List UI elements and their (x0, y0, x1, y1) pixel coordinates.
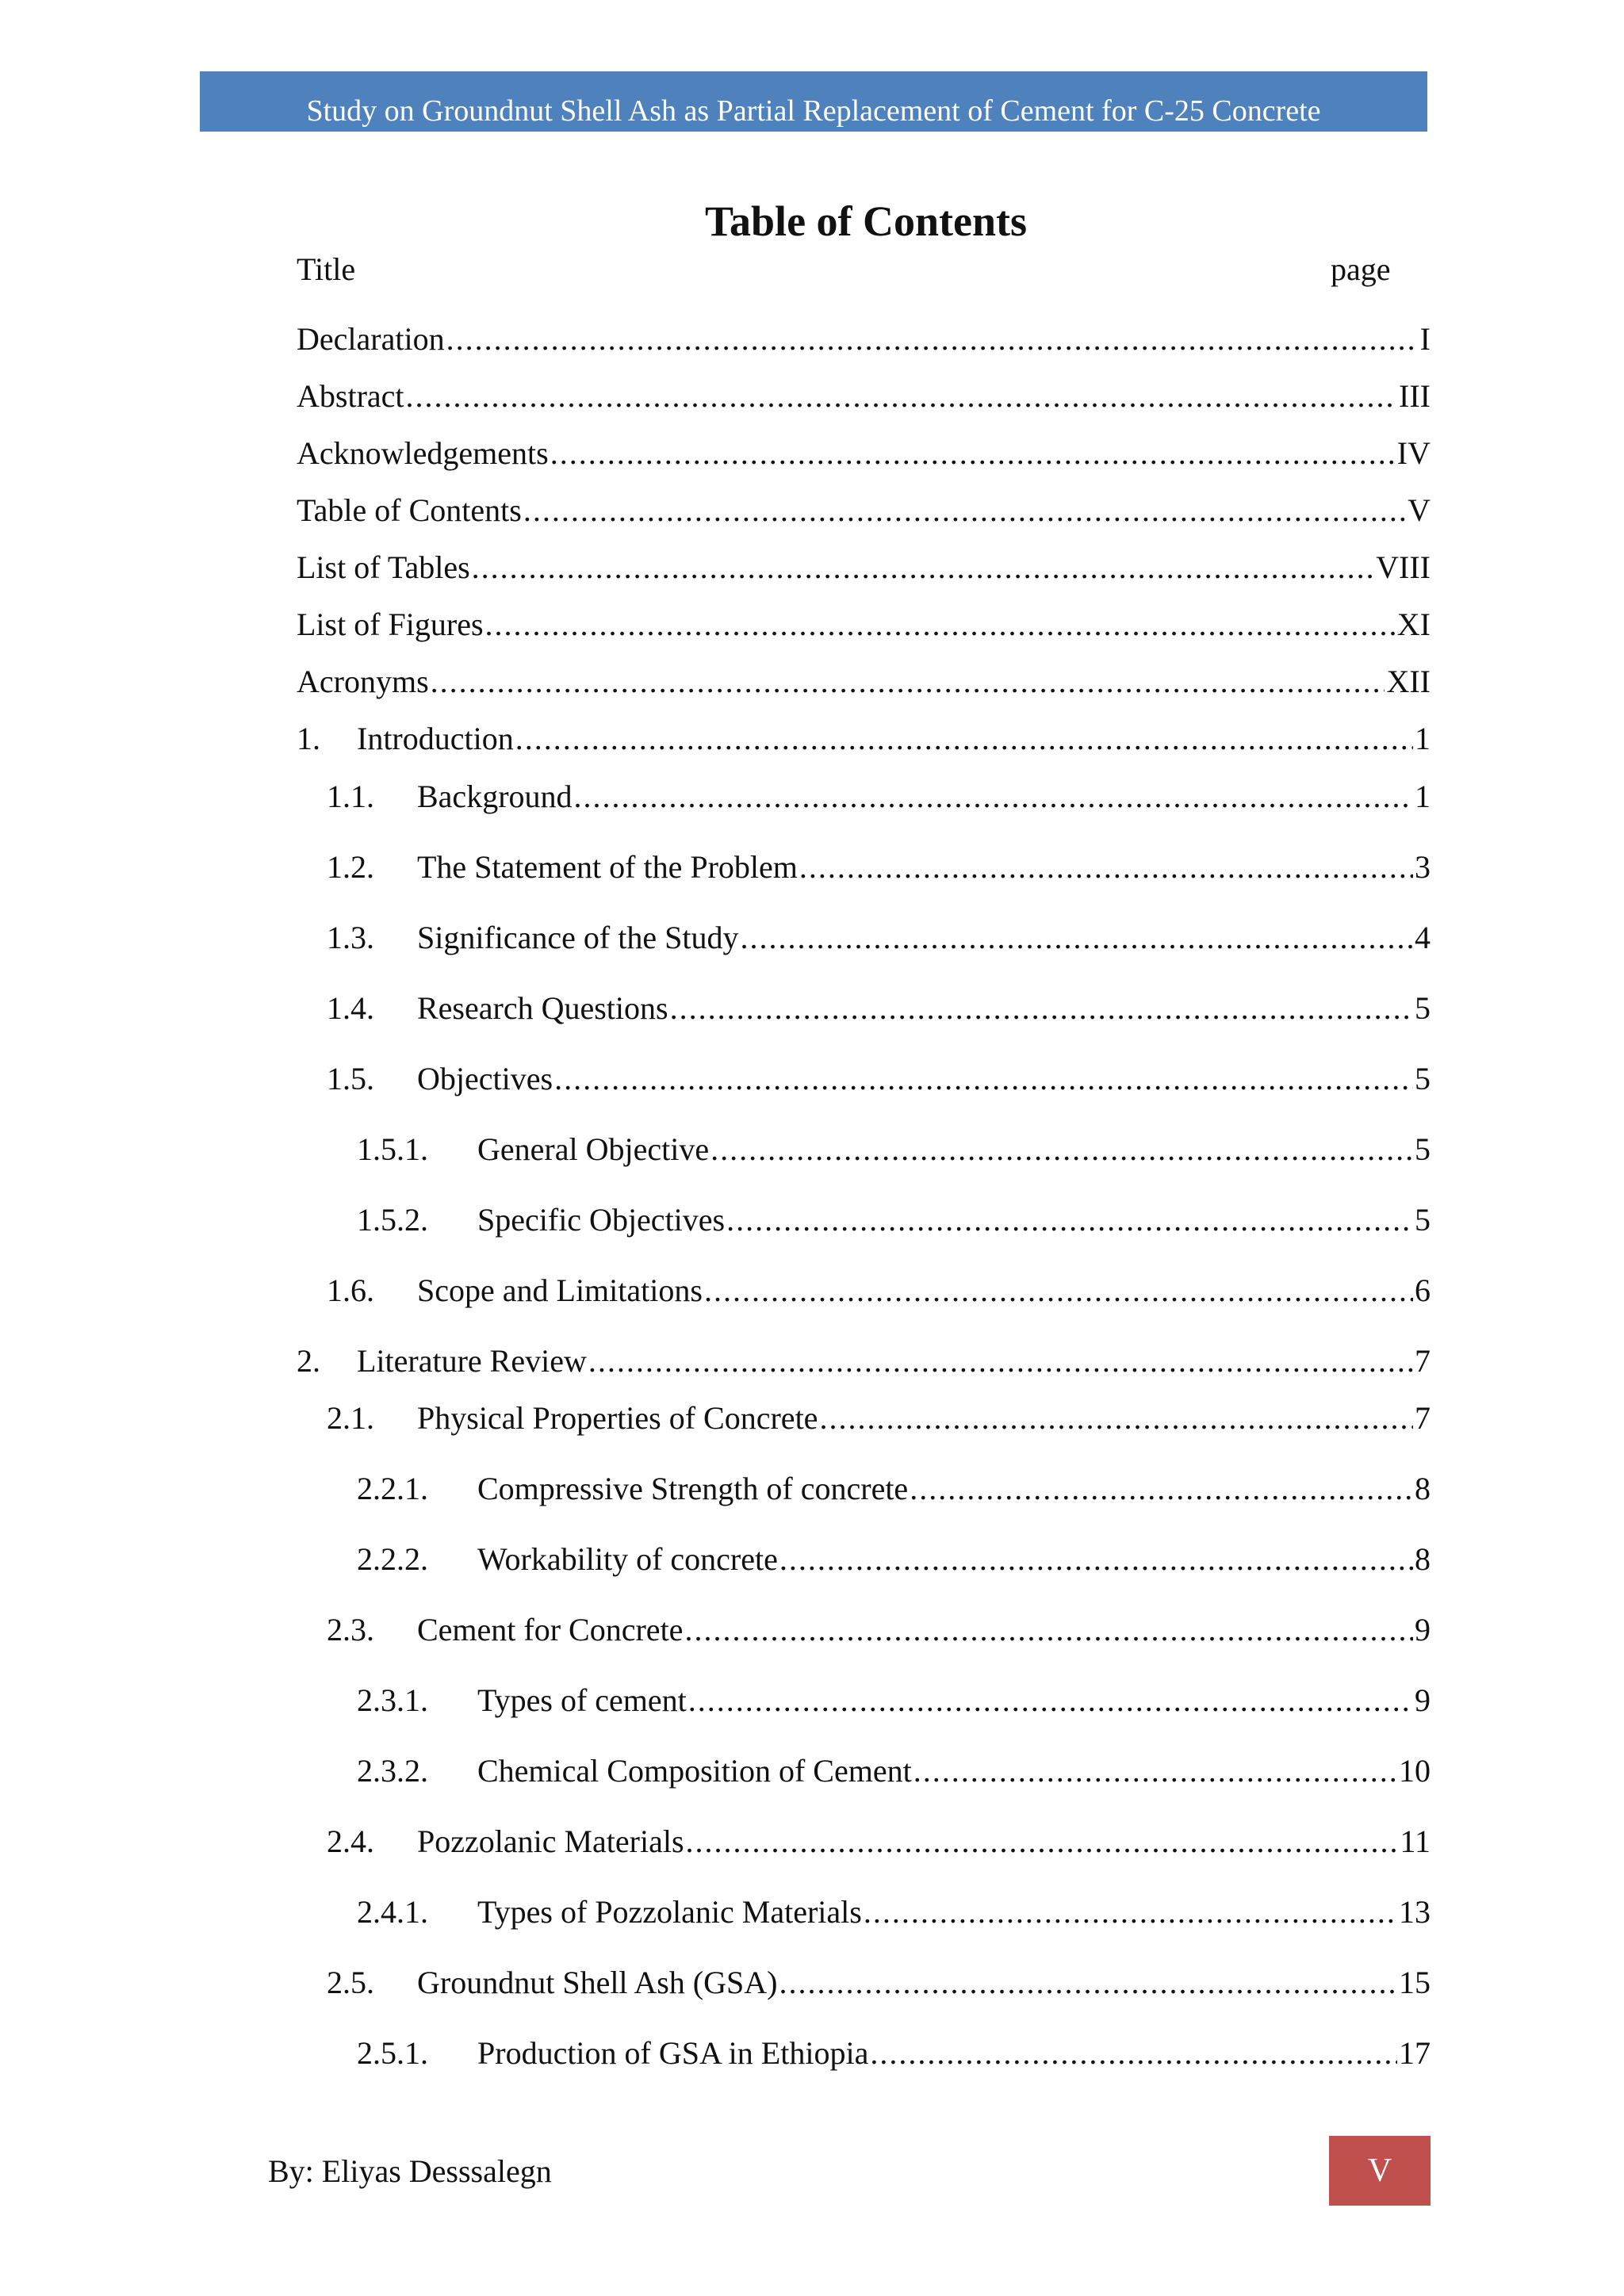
toc-entry-text: Table of Contents (297, 492, 522, 528)
toc-entry-text: Background (417, 779, 573, 814)
toc-entry-page: XI (1396, 607, 1431, 642)
toc-entry-physical-properties[interactable] (327, 1399, 1431, 1444)
toc-entry-types-of-pozzolanic[interactable] (357, 1893, 1431, 1938)
leader-dots (686, 1823, 1399, 1860)
toc-entry-text: General Objective (477, 1131, 710, 1167)
toc-entry-page: 8 (1415, 1541, 1431, 1577)
toc-entry-number: 1.4. (327, 990, 374, 1026)
toc-entry-number: 2.2.2. (357, 1541, 428, 1577)
toc-entry-general-objective[interactable] (357, 1131, 1431, 1175)
toc-entry-number: 2.5. (327, 1965, 374, 2000)
toc-entry-page: 5 (1415, 1202, 1431, 1238)
toc-entry-significance[interactable] (327, 919, 1431, 963)
leader-dots (485, 606, 1396, 643)
leader-dots (779, 1964, 1397, 2001)
leader-dots (554, 1060, 1413, 1097)
column-header-title: Title (297, 251, 356, 287)
toc-entry-page: 1 (1415, 779, 1431, 814)
toc-entry-text: Compressive Strength of concrete (477, 1471, 909, 1506)
toc-entry-text: Workability of concrete (477, 1541, 778, 1577)
toc-entry-introduction[interactable] (297, 720, 1431, 764)
leader-dots (670, 989, 1413, 1027)
toc-entry-page: 17 (1399, 2035, 1431, 2071)
toc-entry-text: Chemical Composition of Cement (477, 1753, 912, 1789)
toc-entry-page: III (1399, 378, 1431, 414)
toc-entry-number: 2.3.1. (357, 1682, 428, 1718)
toc-entry-number: 2. (297, 1343, 320, 1379)
toc-entry-scope-limitations[interactable] (327, 1272, 1431, 1316)
toc-entry-text: Cement for Concrete (417, 1612, 684, 1647)
leader-dots (446, 320, 1419, 358)
toc-entry-page: XII (1386, 664, 1431, 699)
toc-entry-text: Pozzolanic Materials (417, 1823, 684, 1859)
toc-entry-page: 13 (1399, 1894, 1431, 1930)
toc-entry-page: 15 (1399, 1965, 1431, 2000)
leader-dots (710, 1131, 1413, 1168)
toc-entry-text: Significance of the Study (417, 920, 739, 955)
leader-dots (588, 1342, 1413, 1380)
toc-entry-number: 1. (297, 721, 320, 756)
footer-page-number (1329, 2136, 1431, 2206)
toc-entry-page: 7 (1415, 1400, 1431, 1436)
toc-entry-workability[interactable] (357, 1540, 1431, 1585)
leader-dots (910, 1470, 1413, 1507)
toc-entry-page: 6 (1415, 1272, 1431, 1308)
toc-entry-number: 2.3.2. (357, 1753, 428, 1789)
toc-entry-declaration[interactable] (297, 320, 1431, 365)
toc-entry-text: The Statement of the Problem (417, 849, 798, 885)
toc-entry-number: 2.4.1. (357, 1894, 428, 1930)
toc-entry-page: 1 (1415, 721, 1431, 756)
toc-entry-page: VIII (1376, 549, 1431, 585)
leader-dots (574, 778, 1413, 815)
toc-entry-text: Abstract (297, 378, 404, 414)
toc-entry-page: 8 (1415, 1471, 1431, 1506)
toc-entry-pozzolanic-materials[interactable] (327, 1823, 1431, 1867)
toc-entry-number: 1.5.1. (357, 1131, 428, 1167)
toc-entry-production-of-gsa[interactable] (357, 2034, 1431, 2079)
leader-dots (914, 1752, 1397, 1789)
toc-entry-text: Groundnut Shell Ash (GSA) (417, 1965, 778, 2000)
toc-entry-chemical-composition[interactable] (357, 1752, 1431, 1797)
toc-entry-page: 5 (1415, 1131, 1431, 1167)
toc-entry-number: 2.2.1. (357, 1471, 428, 1506)
toc-entry-page: 10 (1399, 1753, 1431, 1789)
leader-dots (431, 663, 1385, 700)
toc-entry-page: 3 (1415, 849, 1431, 885)
toc-entry-number: 2.3. (327, 1612, 374, 1647)
leader-dots (688, 1682, 1413, 1719)
leader-dots (472, 549, 1374, 586)
toc-entry-page: 9 (1415, 1612, 1431, 1647)
footer-page-number-text: V (1367, 2152, 1392, 2189)
running-header (200, 71, 1427, 132)
leader-dots (779, 1540, 1413, 1578)
toc-entry-text: Specific Objectives (477, 1202, 726, 1238)
toc-entry-objectives[interactable] (327, 1060, 1431, 1104)
toc-entry-list-of-tables[interactable] (297, 549, 1431, 593)
toc-entry-text: Acknowledgements (297, 435, 549, 471)
toc-entry-compressive-strength[interactable] (357, 1470, 1431, 1514)
toc-entry-number: 2.4. (327, 1823, 374, 1859)
toc-entry-page: 5 (1415, 1061, 1431, 1096)
running-header-title: Study on Groundnut Shell Ash as Partial Replacement of Cement for C-25 Concrete (306, 94, 1321, 128)
toc-entry-number: 1.3. (327, 920, 374, 955)
toc-entry-text: Acronyms (297, 664, 429, 699)
toc-entry-text: Types of cement (477, 1682, 687, 1718)
toc-entry-groundnut-shell-ash[interactable] (327, 1964, 1431, 2008)
toc-entry-page: 4 (1415, 920, 1431, 955)
toc-entry-background[interactable] (327, 778, 1431, 822)
toc-entry-page: V (1408, 492, 1431, 528)
leader-dots (740, 919, 1413, 956)
toc-entry-number: 1.2. (327, 849, 374, 885)
leader-dots (406, 377, 1398, 415)
toc-entry-page: 7 (1415, 1343, 1431, 1379)
toc-entry-page: IV (1396, 435, 1431, 471)
page-title: Table of Contents (704, 197, 1028, 245)
toc-entry-text: Research Questions (417, 990, 668, 1026)
toc-entry-research-questions[interactable] (327, 989, 1431, 1034)
toc-entry-text: Literature Review (357, 1343, 587, 1379)
toc-entry-types-of-cement[interactable] (357, 1682, 1431, 1726)
toc-entry-acronyms[interactable] (297, 663, 1431, 707)
leader-dots (523, 492, 1406, 529)
leader-dots (684, 1611, 1413, 1648)
toc-entry-statement-of-problem[interactable] (327, 848, 1431, 893)
toc-entry-text: Physical Properties of Concrete (417, 1400, 818, 1436)
leader-dots (726, 1201, 1413, 1238)
toc-entry-page: 5 (1415, 990, 1431, 1026)
toc-entry-text: List of Figures (297, 607, 484, 642)
toc-entry-number: 2.1. (327, 1400, 374, 1436)
toc-entry-text: Introduction (357, 721, 514, 756)
leader-dots (550, 434, 1396, 472)
toc-entry-page: I (1419, 321, 1431, 357)
leader-dots (799, 848, 1413, 886)
toc-entry-text: List of Tables (297, 549, 470, 585)
leader-dots (864, 1893, 1397, 1931)
toc-entry-literature-review[interactable] (297, 1342, 1431, 1387)
leader-dots (515, 720, 1413, 757)
toc-entry-acknowledgements[interactable] (297, 434, 1431, 479)
toc-entry-text: Declaration (297, 321, 445, 357)
toc-entry-cement-for-concrete[interactable] (327, 1611, 1431, 1655)
leader-dots (819, 1399, 1413, 1437)
toc-entry-number: 1.5. (327, 1061, 374, 1096)
toc-entry-page: 11 (1400, 1823, 1431, 1859)
leader-dots (704, 1272, 1413, 1309)
toc-entry-number: 1.6. (327, 1272, 374, 1308)
toc-entry-abstract[interactable] (297, 377, 1431, 422)
column-header-page: page (1331, 251, 1391, 287)
toc-entry-list-of-figures[interactable] (297, 606, 1431, 650)
toc-entry-text: Scope and Limitations (417, 1272, 703, 1308)
toc-entry-text: Objectives (417, 1061, 553, 1096)
toc-entry-text: Production of GSA in Ethiopia (477, 2035, 869, 2071)
toc-entry-page: 9 (1415, 1682, 1431, 1718)
toc-entry-table-of-contents[interactable] (297, 492, 1431, 536)
toc-entry-number: 1.5.2. (357, 1202, 428, 1238)
footer-author: By: Eliyas Desssalegn (268, 2153, 552, 2189)
toc-entry-number: 2.5.1. (357, 2035, 428, 2071)
toc-entry-specific-objectives[interactable] (357, 1201, 1431, 1246)
toc-entry-number: 1.1. (327, 779, 374, 814)
toc-entry-text: Types of Pozzolanic Materials (477, 1894, 862, 1930)
leader-dots (870, 2034, 1397, 2072)
